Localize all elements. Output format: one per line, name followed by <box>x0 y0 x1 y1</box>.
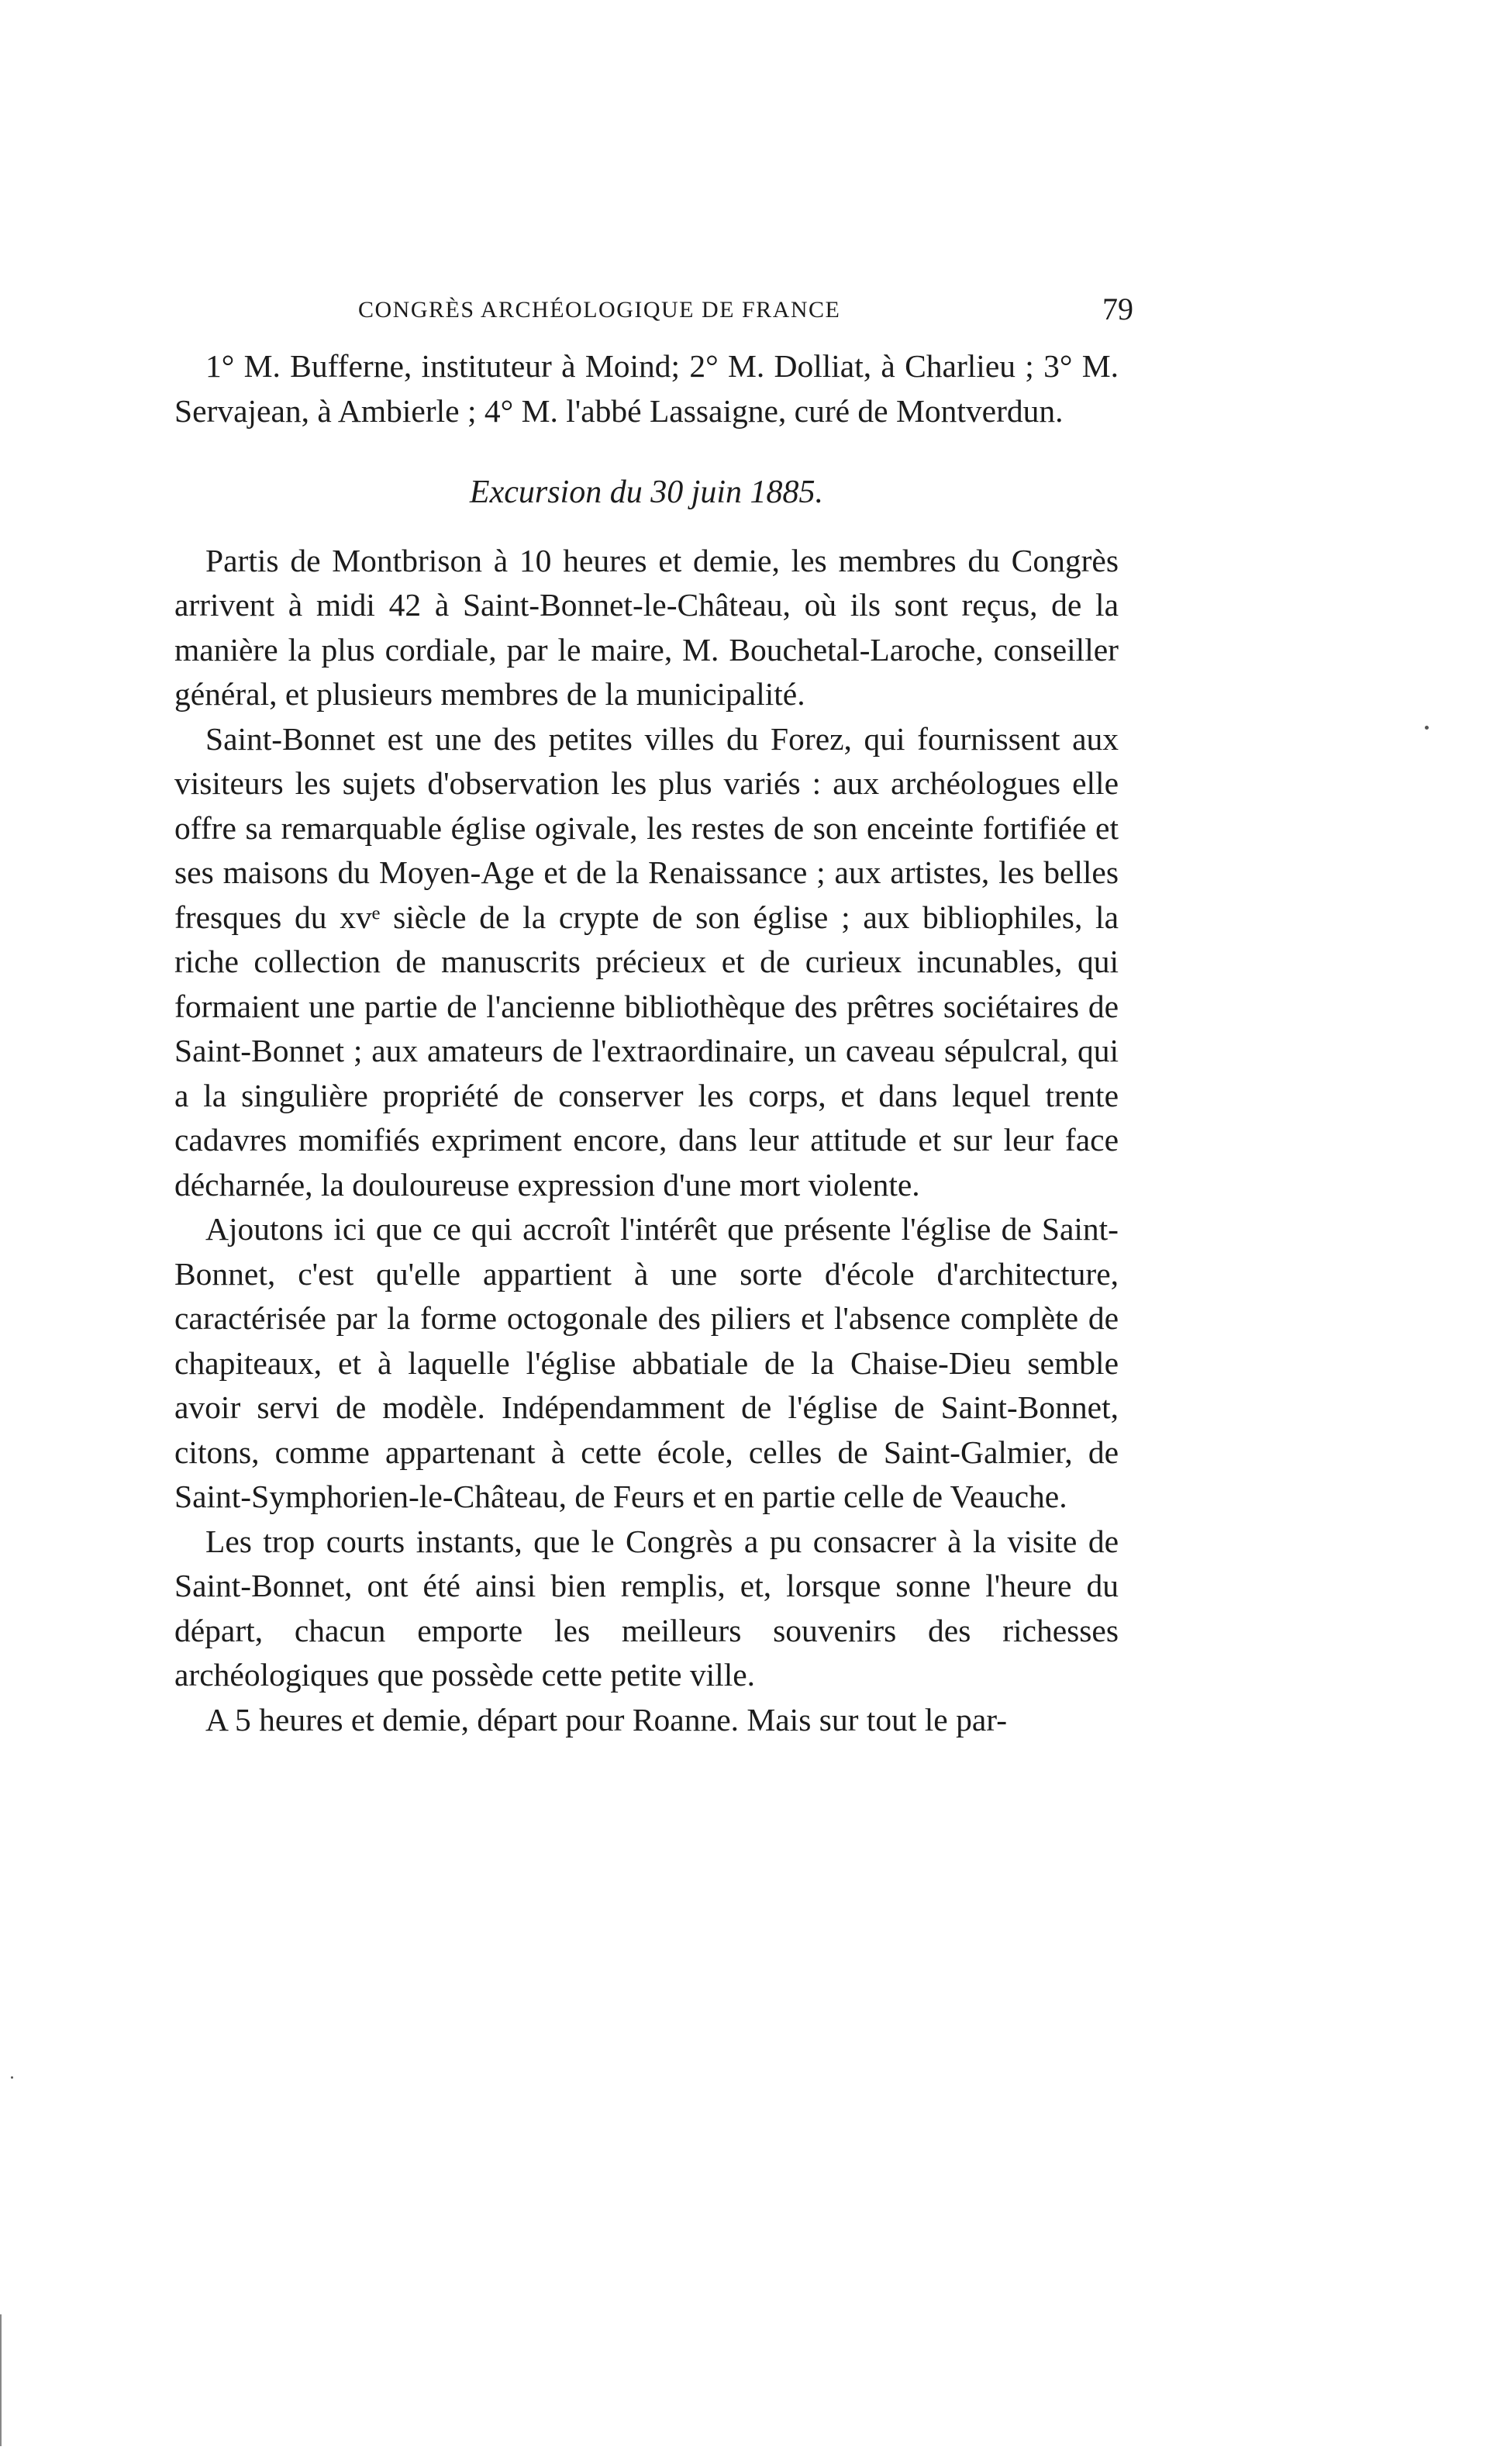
paragraph-church-school: Ajoutons ici que ce qui accroît l'intérêt que présente l'église de Saint-Bonnet, c'est qu'elle appartient à une sorte d'école d'architecture, caractérisée par la forme octogonale des piliers et l'absence complète de chapiteaux, et à laquelle l'église abbatiale de la Chaise-Dieu semble avoir servi de modèle. Indépendamment de l'église de Saint-Bonnet, citons, comme appartenant à cette école, celles de Saint-Galmier, de Saint-Symphorien-le-Château, de Feurs et en partie celle de Veauche. <box>174 1211 1119 1514</box>
running-title: CONGRÈS ARCHÉOLOGIQUE DE FRANCE <box>358 297 841 323</box>
page-header <box>358 291 1133 337</box>
paragraph-arrival: Partis de Montbrison à 10 heures et demie, les membres du Congrès arrivent à midi 42 à Saint-Bonnet-le-Château, où ils sont reçus, de la manière la plus cordiale, par le maire, M. Bouchetal-Laroche, conseiller général, et plusieurs membres de la municipalité. <box>174 542 1119 712</box>
section-title: Excursion du 30 juin 1885. <box>469 475 824 510</box>
paragraph-list-of-names: 1° M. Bufferne, instituteur à Moind; 2° M. Dolliat, à Charlieu ; 3° M. Servajean, à Ambierle ; 4° M. l'abbé Lassaigne, curé de Montverdun. <box>174 348 1119 429</box>
paper-speck <box>1425 726 1429 730</box>
paragraph-visit: Les trop courts instants, que le Congrès a pu consacrer à la visite de Saint-Bonnet, ont été ainsi bien remplis, et, lorsque sonne l'heure du départ, chacun emporte les meilleurs souvenirs des richesses archéologiques que possède cette petite ville. <box>174 1523 1119 1693</box>
paper-speck <box>11 2076 13 2079</box>
body-text <box>174 344 1119 1742</box>
page-edge-mark <box>0 2314 2 2446</box>
paragraph-departure: A 5 heures et demie, départ pour Roanne. Mais sur tout le par- <box>205 1701 1008 1738</box>
paragraph-saint-bonnet: Saint-Bonnet est une des petites villes du Forez, qui fournissent aux visiteurs les sujets d'observation les plus variés : aux archéologues elle offre sa remarquable église ogivale, les restes de son enceinte fortifiée et ses maisons du Moyen-Age et de la Renaissance ; aux artistes, les belles fresques du xvᵉ siècle de la crypte de son église ; aux bibliophiles, la riche collection de manuscrits précieux et de curieux incunables, qui formaient une partie de l'ancienne bibliothèque des prêtres sociétaires de Saint-Bonnet ; aux amateurs de l'extraordinaire, un caveau sépulcral, qui a la singulière propriété de conserver les corps, et dans lequel trente cadavres momifiés expriment encore, dans leur attitude et sur leur face décharnée, la douloureuse expression d'une mort violente. <box>174 720 1119 1203</box>
page-number: 79 <box>1102 292 1133 326</box>
